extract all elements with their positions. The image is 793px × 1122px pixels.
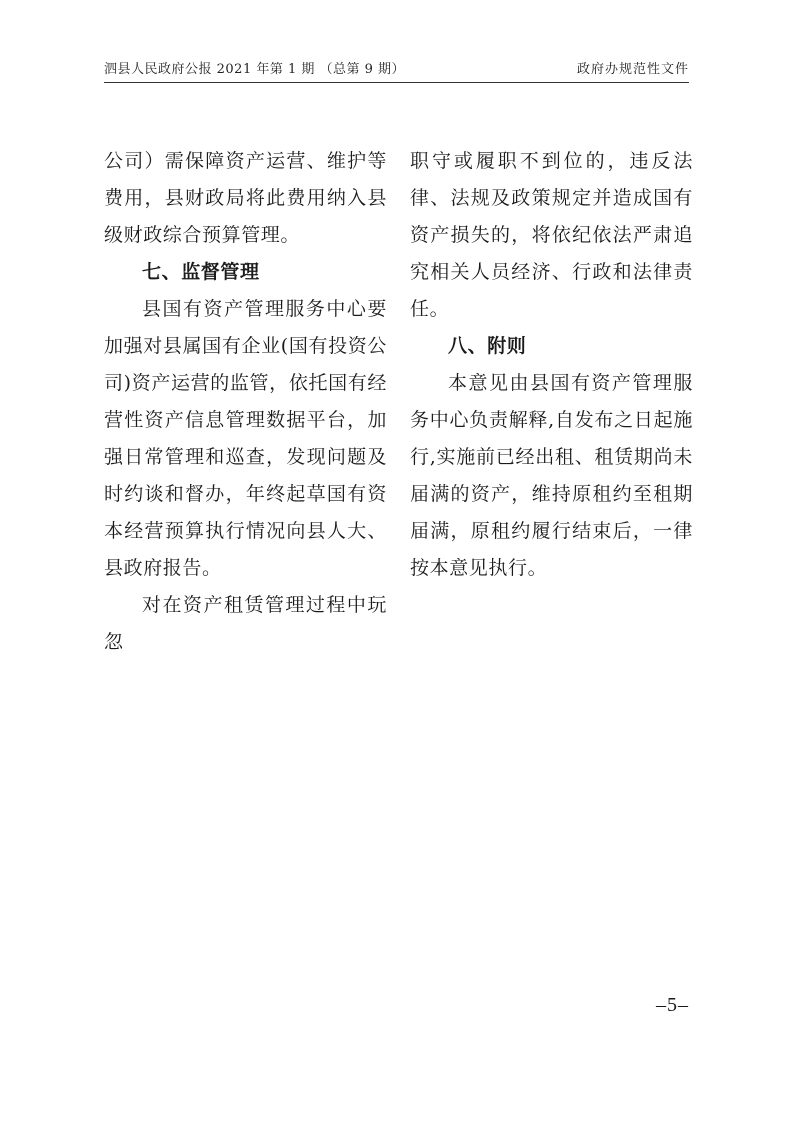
right-paragraph-accountability-end: 职守或履职不到位的，违反法律、法规及政策规定并造成国有资产损失的，将依纪依法严肃追究相关人员经济、行政和法律责任。 xyxy=(410,150,693,320)
right-column xyxy=(410,143,693,587)
left-paragraph-continued: 公司）需保障资产运营、维护等费用，县财政局将此费用纳入县级财政综合预算管理。 xyxy=(104,150,387,246)
left-paragraph-accountability-start: 对在资产租赁管理过程中玩忽 xyxy=(104,594,387,653)
header-divider xyxy=(104,82,689,83)
section-heading-supervision: 七、监督管理 xyxy=(142,261,260,283)
page-number: –5– xyxy=(656,994,689,1016)
section-heading-supplementary: 八、附则 xyxy=(448,335,527,357)
header-section-title: 政府办规范性文件 xyxy=(576,62,689,77)
left-column xyxy=(104,143,387,661)
right-paragraph-supplementary: 本意见由县国有资产管理服务中心负责解释,自发布之日起施行,实施前已经出租、租赁期尚未届满的资产，维持原租约至租期届满，原租约履行结束后，一律按本意见执行。 xyxy=(410,372,693,579)
header-publication-title: 泗县人民政府公报 2021 年第 1 期 （总第 9 期） xyxy=(104,62,406,77)
left-paragraph-supervision: 县国有资产管理服务中心要加强对县属国有企业(国有投资公司)资产运营的监管，依托国有经营性资产信息管理数据平台，加强日常管理和巡查，发现问题及时约谈和督办，年终起草国有资本经营预算执行情况向县人大、县政府报告。 xyxy=(104,298,387,579)
